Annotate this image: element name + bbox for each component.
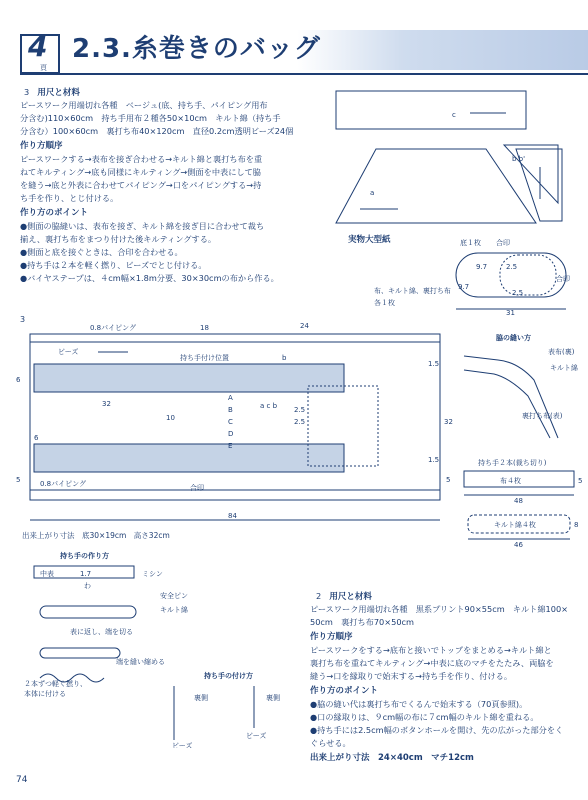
pattern-piece-a (336, 149, 536, 223)
handles-title: 持ち手２本(裁ち切り) (478, 459, 547, 467)
left-materials-heading: 3 用尺と材料 (24, 87, 80, 98)
panel-mark: 合印 (190, 484, 204, 492)
pattern-piece-c (336, 91, 526, 129)
pattern-pieces-diagram (300, 85, 588, 315)
handle-strips-diagram (458, 455, 588, 555)
layer-note-2: 各１枚 (374, 299, 395, 307)
bead-label-2: ビーズ (246, 732, 267, 740)
dim-2-5-panel: 2.5 (294, 406, 306, 414)
footer-page-number: 74 (16, 775, 28, 785)
finished-size-3: 出来上がり寸法 底30×19cm 高さ32cm (22, 531, 170, 540)
bead-label-1: ビーズ (172, 742, 193, 748)
inner-label: 中表 (40, 570, 54, 578)
side-seam-title: 脇の縫い方 (496, 334, 531, 342)
dim-2-5-panel-b: 2.5 (294, 418, 306, 426)
right-points-heading: 作り方のポイント (310, 686, 379, 696)
right-materials: ピースワーク用端切れ各種 黒系プリント90×55cm キルト綿100× 50cm 裏打ち布70×50cm (310, 604, 569, 627)
bottom-piece-quilt-area (500, 255, 556, 295)
bottom-mark: 合印 (496, 239, 510, 247)
seam-curve-2 (464, 370, 550, 438)
letter-c: C (228, 418, 233, 426)
dim-6-b: 6 (34, 434, 39, 442)
dim-84: 84 (228, 512, 237, 520)
handle-batting-label: キルト綿４枚 (494, 521, 536, 529)
handle-cloth-label: 布４枚 (500, 477, 521, 485)
abc-labels: a c b (260, 402, 278, 410)
dim-1-7: 1.7 (80, 570, 92, 578)
back-label-1: 裏側 (194, 694, 208, 702)
dim-9-7: 9.7 (476, 263, 488, 271)
bag-panel-diagram (10, 312, 460, 542)
right-materials-heading: 2 用尺と材料 (316, 591, 372, 602)
right-finished-size: 出来上がり寸法 24×40cm マチ12cm (310, 753, 474, 763)
sewing-label: ミシン (142, 570, 163, 578)
dim-9-7-b: 9.7 (458, 283, 470, 291)
handle-attach-title: 持ち手の付け方 (204, 672, 253, 680)
right-steps: ピースワークをする→底布と接いでトップをまとめる→キルト綿と 裏打ち布を重ねてキルティング→中表に底のマチをたたみ、両脇を 縫う→口を縁取りで始末する→持ち手を作り、付ける。 (310, 645, 554, 681)
dim-31: 31 (506, 309, 515, 315)
title-rule (20, 73, 588, 75)
dim-2-5-b: 2.5 (512, 289, 524, 297)
side-seam-diagram (458, 330, 588, 440)
page-unit: 頁 (40, 64, 47, 72)
bead-label: ビーズ (58, 348, 79, 356)
dim-18: 18 (200, 324, 209, 332)
twist-label-1: ２本ずつ軽く撚り、 (24, 680, 87, 688)
back-label-2: 裏側 (266, 694, 280, 702)
dim-2-5: 2.5 (506, 263, 518, 271)
letter-b: B (228, 406, 233, 414)
handle-h8: 8 (574, 521, 579, 529)
bottom-mark-2: 合印 (556, 275, 570, 283)
handle-position-label: 持ち手付け位置 (180, 354, 229, 362)
left-steps: ピースワークする→表布を接ぎ合わせる→キルト綿と裏打ち布を重 ねてキルティング→底も同様にキルティング→側面を中表にして脇 を縫う→底と外表に合わせてパイピング→口をパイピングする→持 ち手を作り、とじ付ける。 (20, 154, 263, 203)
dim-1-5: 1.5 (428, 360, 440, 368)
page-title: 2.3.糸巻きのバッグ (72, 34, 321, 64)
layer-note-1: 布、キルト綿、裏打ち布 (374, 287, 451, 295)
piping-bottom-label: 0.8パイピング (40, 480, 86, 488)
label-b-panel: b (282, 354, 287, 362)
handle-h5: 5 (578, 477, 583, 485)
lining-label: 裏打ち布(表) (522, 412, 563, 420)
handle-w48: 48 (514, 497, 523, 505)
letter-d: D (228, 430, 234, 438)
handle-howto-title: 持ち手の作り方 (60, 552, 109, 560)
dim-6: 6 (16, 376, 21, 384)
diagram-number: 3 (20, 315, 26, 324)
spool-row-bottom (34, 444, 344, 472)
left-steps-heading: 作り方順序 (20, 141, 63, 151)
dim-32-right: 32 (444, 418, 453, 426)
dim-32: 32 (102, 400, 111, 408)
label-bb: b b' (512, 155, 526, 163)
left-points: ●側面の脇縫いは、表布を接ぎ、キルト綿を接ぎ目に合わせて裁ち 揃え、裏打ち布をまつり付けた後キルティングする。 ●側面と底を接ぐときは、合印を合わせる。 ●持ち手は２本を軽く撚り、ビーズでとじ付ける。 ●バイヤステープは、４cm幅×1.8m分要、30×30cmの布から作る。 (20, 221, 279, 283)
twist-label-2: 本体に付ける (24, 690, 66, 698)
pattern-caption: 実物大型紙 (348, 235, 391, 245)
piping-top-label: 0.8パイピング (90, 324, 136, 332)
handle-w46: 46 (514, 541, 523, 549)
turn-label: 表に返し、端を切る (70, 628, 133, 636)
dim-5: 5 (16, 476, 21, 484)
spool-row-top (34, 364, 344, 392)
wa-label: わ (84, 582, 91, 590)
howto-batting-label: キルト綿 (160, 606, 188, 614)
left-materials: ピースワーク用端切れ各種 ベージュ(底、持ち手、パイピング用布 分含む)110×60cm 持ち手用布２種各50×10cm キルト綿（持ち手 分含む）100×60cm 裏打ち布40×120cm 直径0.2cm透明ビーズ24個 (20, 100, 294, 136)
batting-label: キルト綿 (550, 364, 578, 372)
handle-attach-diagram (150, 668, 300, 748)
letter-a: A (228, 394, 233, 402)
letter-e: E (228, 442, 233, 450)
label-a: a (370, 189, 375, 197)
dim-5-b: 5 (446, 476, 451, 484)
dim-24: 24 (300, 322, 309, 330)
step3-tube (40, 648, 120, 658)
right-steps-heading: 作り方順序 (310, 632, 353, 642)
step2-tube (40, 606, 136, 618)
page-number: 4 (28, 30, 48, 63)
right-points: ●脇の縫い代は裏打ち布でくるんで始末する（70頁参照)。 ●口の縁取りは、９cm幅の布に７cm幅のキルト綿を重ねる。 ●持ち手には2.5cm幅のボタンホールを開け、先の広がった部分をく ぐらせる。 (310, 699, 564, 748)
outer-fabric-label: 表布(裏) (548, 348, 575, 356)
pin-label: 安全ピン (160, 592, 188, 600)
dim-10: 10 (166, 414, 175, 422)
left-points-heading: 作り方のポイント (20, 208, 89, 218)
close-label: 端を縫い縮める (116, 658, 165, 666)
dim-1-5-b: 1.5 (428, 456, 440, 464)
label-c: c (452, 111, 456, 119)
bottom-note: 底１枚 (460, 239, 481, 247)
